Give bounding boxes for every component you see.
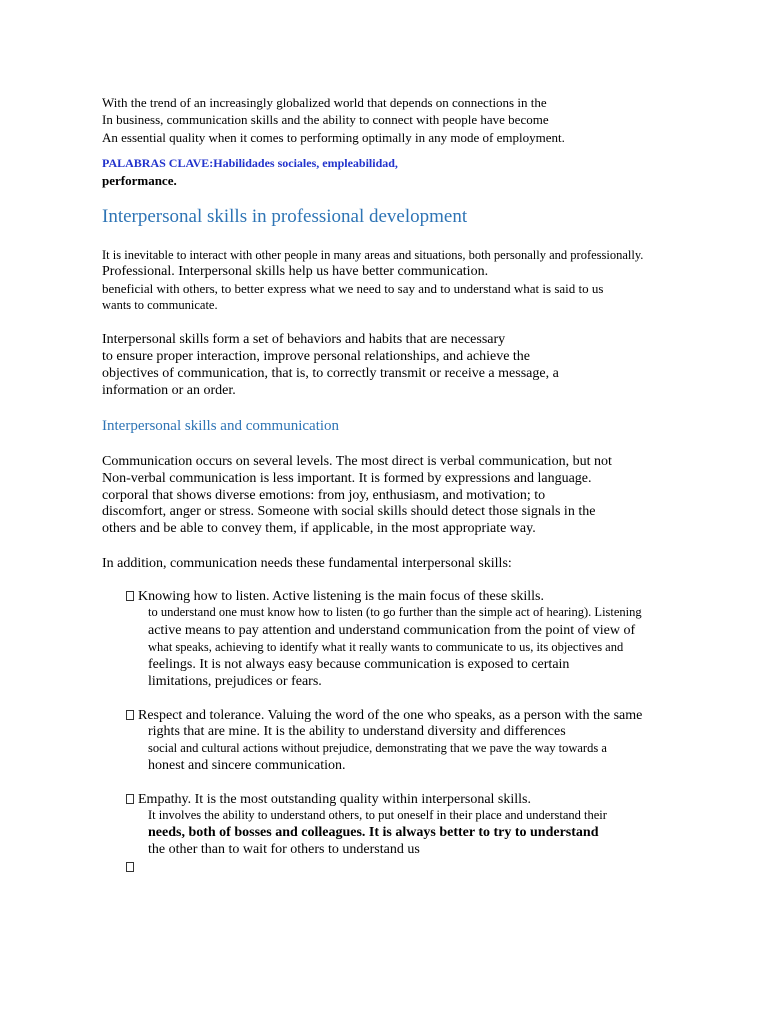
section-heading-communication: Interpersonal skills and communication (102, 418, 340, 434)
para2-line-3: objectives of communication, that is, to correctly transmit or receive a message, a (102, 366, 559, 381)
bullet-box-icon (126, 710, 134, 720)
para2-line-1: Interpersonal skills form a set of behaviors and habits that are necessary (102, 332, 506, 347)
bullet1-line-5: feelings. It is not always easy because communication is exposed to certain (148, 657, 570, 672)
bullet1-line-3: active means to pay attention and understand communication from the point of view of (148, 623, 636, 638)
para3-line-5: others and be able to convey them, if applicable, in the most appropriate way. (102, 521, 536, 536)
para2-line-4: information or an order. (102, 383, 236, 398)
bullet1-line-6: limitations, prejudices or fears. (148, 674, 322, 689)
para3-line-2: Non-verbal communication is less important. It is formed by expressions and language. (102, 471, 592, 486)
intro-line-2: In business, communication skills and the ability to connect with people have become (102, 112, 549, 127)
para1-line-4: wants to communicate. (102, 298, 218, 312)
empty-bullet (126, 860, 138, 876)
bullet-respect (126, 708, 642, 724)
bullet3-line-4: the other than to wait for others to understand us (148, 842, 420, 857)
para3-line-1: Communication occurs on several levels. The most direct is verbal communication, but not (102, 454, 612, 469)
para3-line-4: discomfort, anger or stress. Someone with social skills should detect those signals in the (102, 504, 596, 519)
bullet2-line-4: honest and sincere communication. (148, 758, 346, 773)
bullet2-line-3: social and cultural actions without prejudice, demonstrating that we pave the way towards a (148, 741, 607, 755)
bullet-box-icon (126, 794, 134, 804)
para1-line-3: beneficial with others, to better express what we need to say and to understand what is said to us (102, 281, 604, 296)
para4: In addition, communication needs these fundamental interpersonal skills: (102, 556, 512, 571)
bullet-listening (126, 589, 544, 605)
bullet3-line-1: Empathy. It is the most outstanding quality within interpersonal skills. (138, 792, 531, 807)
para3-line-3: corporal that shows diverse emotions: from joy, enthusiasm, and motivation; to (102, 488, 546, 503)
bullet3-line-3: needs, both of bosses and colleagues. It is always better to try to understand (148, 825, 599, 840)
bullet1-line-2: to understand one must know how to listen (to go further than the simple act of hearing). Listening (148, 605, 642, 619)
intro-line-3: An essential quality when it comes to performing optimally in any mode of employment. (102, 130, 565, 145)
intro-line-1: With the trend of an increasingly globalized world that depends on connections in the (102, 95, 547, 110)
para1-line-2: Professional. Interpersonal skills help us have better communication. (102, 264, 489, 279)
bullet2-line-1: Respect and tolerance. Valuing the word of the one who speaks, as a person with the same (138, 708, 643, 723)
keywords-continuation: performance. (102, 173, 177, 188)
bullet1-line-4: what speaks, achieving to identify what it really wants to communicate to us, its objectives and (148, 640, 624, 654)
bullet3-line-2: It involves the ability to understand others, to put oneself in their place and understand their (148, 808, 607, 822)
para2-line-2: to ensure proper interaction, improve personal relationships, and achieve the (102, 349, 531, 364)
bullet2-line-2: rights that are mine. It is the ability to understand diversity and differences (148, 724, 566, 739)
bullet-box-icon (126, 591, 134, 601)
bullet-box-icon (126, 862, 134, 872)
bullet-empathy (126, 792, 531, 808)
section-heading-professional-development: Interpersonal skills in professional development (102, 206, 468, 227)
para1-line-1: It is inevitable to interact with other people in many areas and situations, both personally and professionally. (102, 248, 644, 262)
keywords-label: PALABRAS CLAVE:Habilidades sociales, empleabilidad, (102, 156, 398, 170)
bullet1-line-1: Knowing how to listen. Active listening is the main focus of these skills. (138, 589, 544, 604)
